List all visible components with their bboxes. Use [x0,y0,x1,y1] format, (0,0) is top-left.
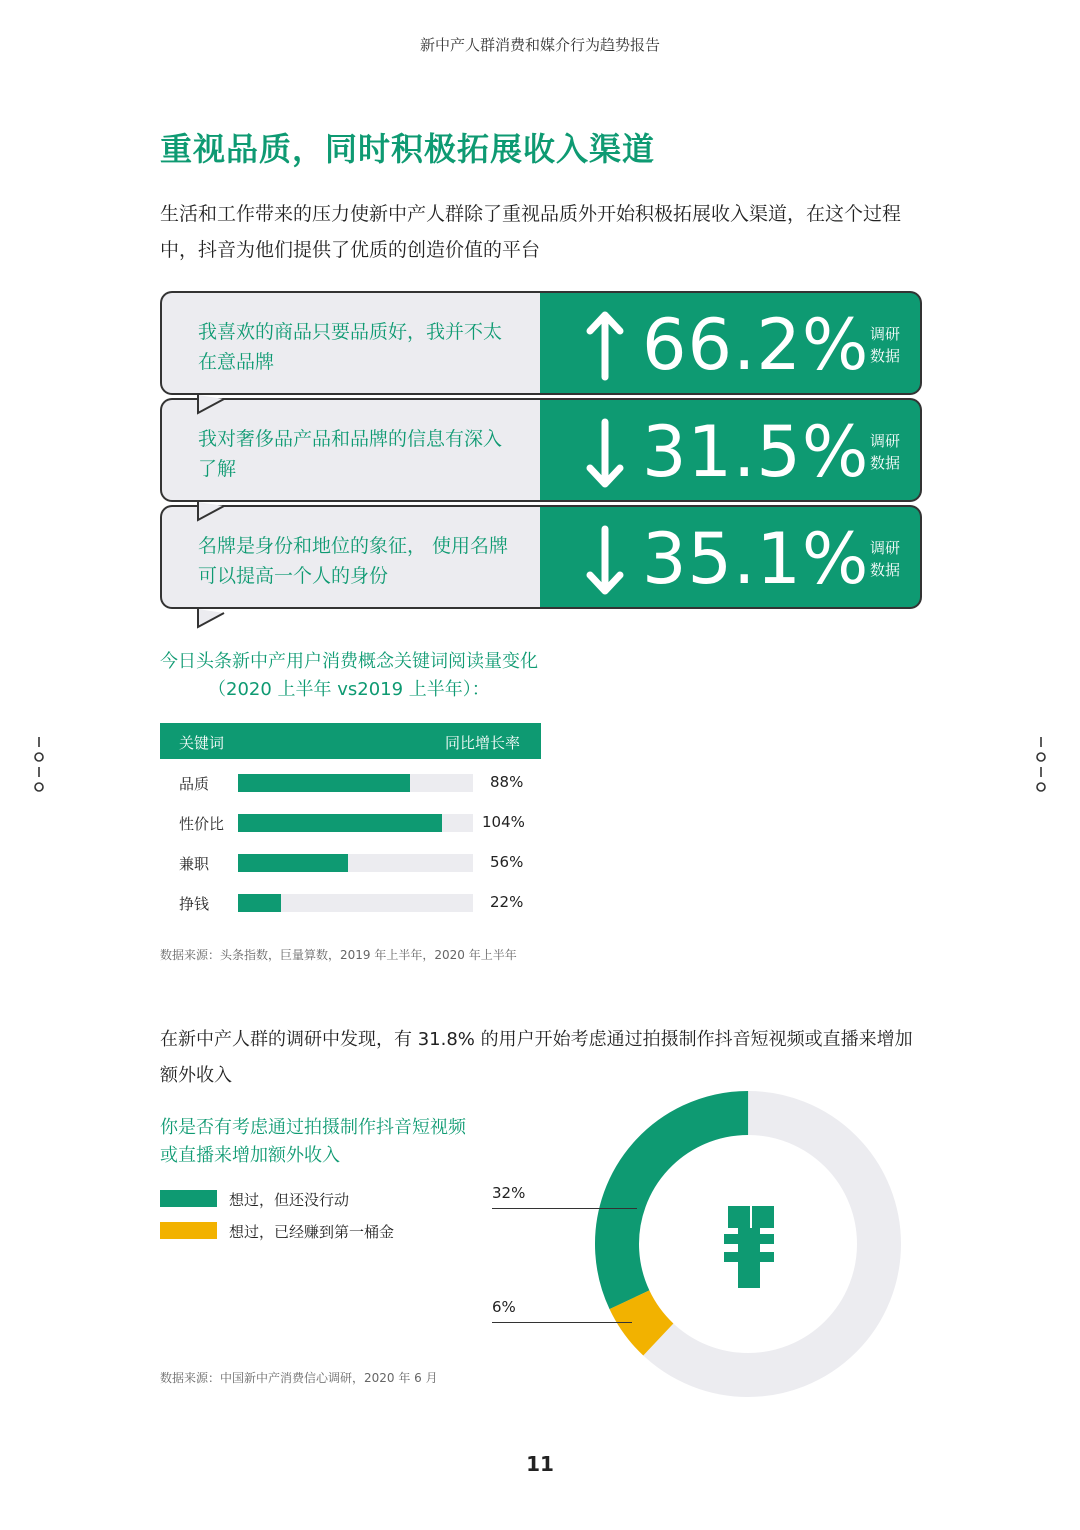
bar-category-label: 兼职 [179,855,210,873]
stat-tag: 调研 数据 [870,539,901,579]
stat-tag: 调研 数据 [870,432,901,472]
column-header-keyword: 关键词 [179,734,225,752]
bar-fill [238,774,410,792]
column-header-growth: 同比增长率 [444,734,520,752]
side-decoration-left [33,735,45,795]
keyword-chart-subtitle: （2020 上半年 vs2019 上半年）： [208,679,490,700]
stat-row-3 [160,505,922,611]
stat-box [540,398,922,502]
speech-bubble [160,291,550,395]
legend-swatch-green [160,1190,217,1207]
donut-chart [580,1076,920,1416]
section-title: 重视品质，同时积极拓展收入渠道 [160,130,656,168]
leader-line [492,1208,637,1209]
stat-value: 31.5% [642,411,870,493]
stat-tag: 调研 数据 [870,325,901,365]
yuan-icon [724,1206,774,1288]
bar-value-label: 56% [490,853,524,871]
arrow-down-icon [584,418,626,488]
arrow-up-icon [584,311,626,381]
side-decoration-right [1035,735,1047,795]
section-intro: 生活和工作带来的压力使新中产人群除了重视品质外开始积极拓展收入渠道，在这个过程中，抖音为他们提供了优质的创造价值的平台 [160,203,902,261]
bar-category-label: 挣钱 [179,895,210,913]
bar-fill [238,894,281,912]
legend-label: 想过，但还没行动 [229,1191,350,1209]
donut-label-32: 32% [492,1184,526,1202]
stat-box [540,505,922,609]
bar-value-label: 22% [490,893,524,911]
keyword-table-header [160,723,541,759]
bar-track [238,774,473,792]
bar-value-label: 88% [490,773,524,791]
stat-row-2 [160,398,922,504]
legend-label: 想过，已经赚到第一桶金 [229,1223,395,1241]
stat-value: 66.2% [642,304,870,386]
donut-source: 数据来源：中国新中产消费信心调研，2020 年 6 月 [160,1371,438,1385]
donut-question: 你是否有考虑通过拍摄制作抖音短视频或直播来增加额外收入 [160,1117,466,1166]
keyword-chart-title: 今日头条新中产用户消费概念关键词阅读量变化 [160,651,538,672]
bar-category-label: 性价比 [179,815,225,833]
stat-box [540,291,922,395]
stat-statement: 我喜欢的商品只要品质好，我并不太在意品牌 [198,321,503,373]
bar-track [238,894,473,912]
bar-category-label: 品质 [179,775,210,793]
bar-track [238,854,473,872]
bar-value-label: 104% [482,813,525,831]
bubble-tail [190,395,230,417]
bar-track [238,814,473,832]
page-number: 11 [526,1452,554,1476]
donut-label-6: 6% [492,1298,516,1316]
stat-row-1 [160,291,922,397]
bubble-tail [190,502,230,524]
stat-statement: 我对奢侈品产品和品牌的信息有深入了解 [198,428,503,480]
survey-paragraph: 在新中产人群的调研中发现，有 31.8% 的用户开始考虑通过拍摄制作抖音短视频或直播来增加额外收入 [160,1029,913,1086]
bar-fill [238,814,442,832]
bubble-tail [190,609,230,631]
stat-statement: 名牌是身份和地位的象征， 使用名牌可以提高一个人的身份 [198,535,509,587]
arrow-down-icon [584,525,626,595]
keyword-chart-source: 数据来源：头条指数，巨量算数，2019 年上半年，2020 年上半年 [160,948,517,962]
legend-swatch-yellow [160,1222,217,1239]
report-header: 新中产人群消费和媒介行为趋势报告 [419,36,660,54]
leader-line [492,1322,632,1323]
stat-value: 35.1% [642,518,870,600]
bar-fill [238,854,348,872]
